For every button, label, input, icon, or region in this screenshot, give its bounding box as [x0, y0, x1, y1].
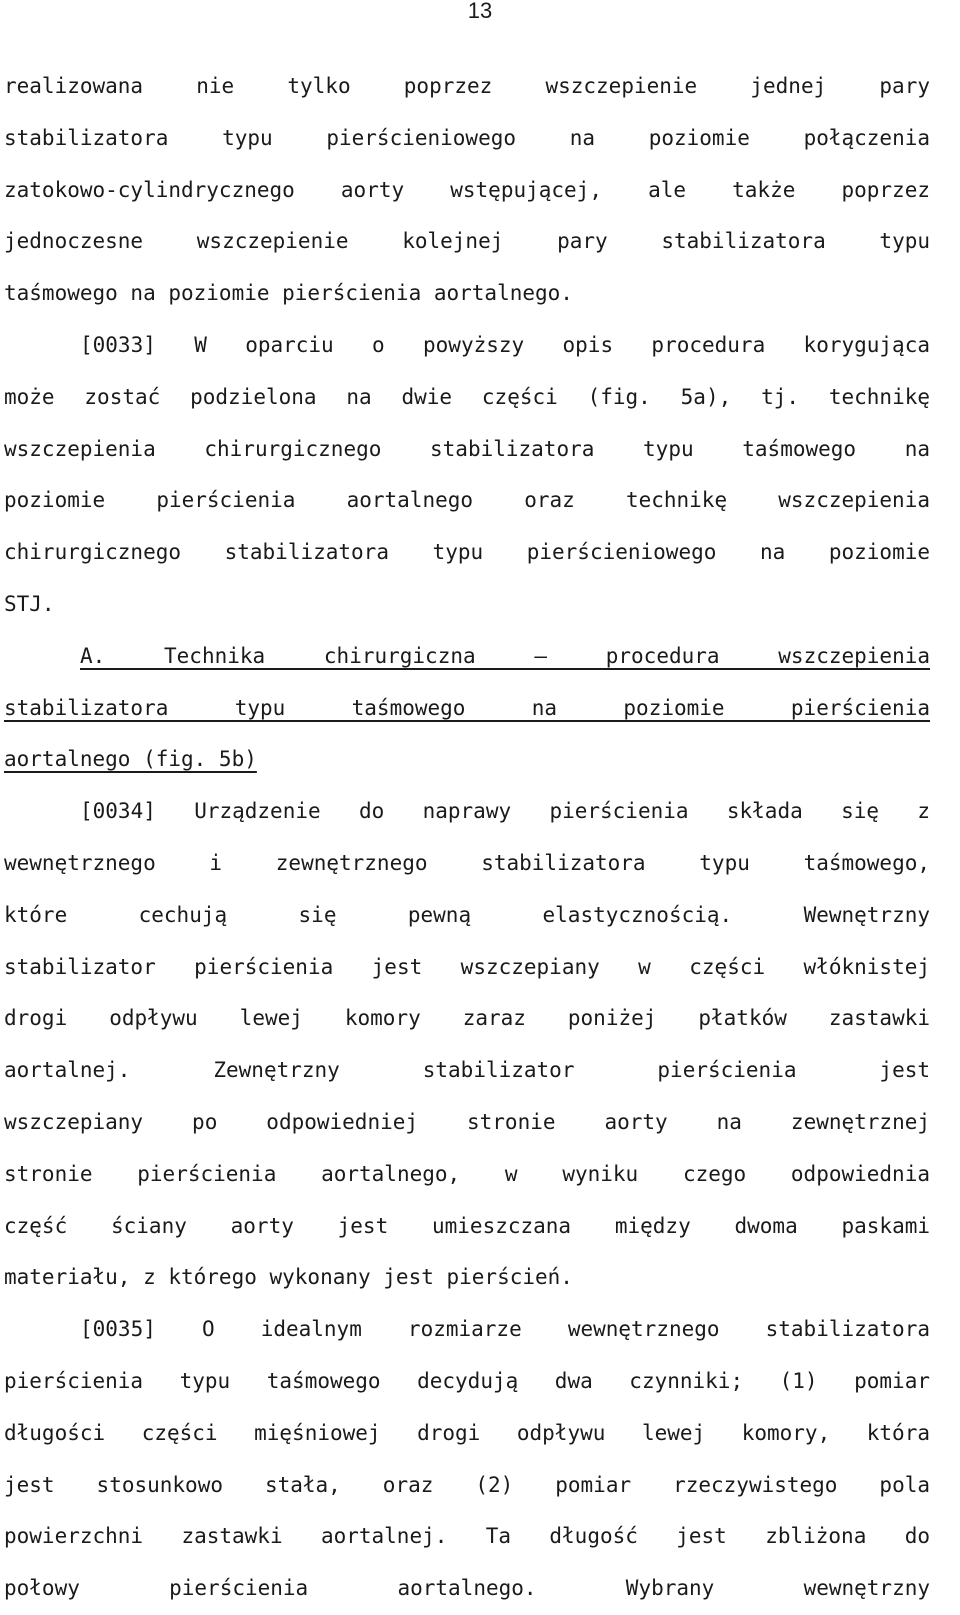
text-line-16: wewnętrznego i zewnętrznego stabilizatora typu taśmowego,	[4, 850, 930, 875]
text-line-26: pierścienia typu taśmowego decydują dwa czynniki; (1) pomiar	[4, 1368, 930, 1393]
paragraph-0033-start: [0033] W oparciu o powyższy opis procedura korygująca	[80, 332, 930, 357]
section-heading-a-line-1: A. Technika chirurgiczna – procedura wszczepienia	[80, 643, 930, 668]
text-line-7: może zostać podzielona na dwie części (fig. 5a), tj. technikę	[4, 384, 930, 409]
page-number: 13	[467, 0, 493, 23]
text-line-11: STJ.	[4, 591, 55, 616]
text-line-30: połowy pierścienia aortalnego. Wybrany wewnętrzny	[4, 1576, 930, 1601]
text-line-23: część ściany aorty jest umieszczana między dwoma paskami	[4, 1213, 930, 1238]
text-line-18: stabilizator pierścienia jest wszczepiany w części włóknistej	[4, 954, 930, 979]
section-heading-a-line-3: aortalnego (fig. 5b)	[4, 747, 257, 772]
text-line-28: jest stosunkowo stała, oraz (2) pomiar rzeczywistego pola	[4, 1472, 930, 1497]
text-line-5: taśmowego na poziomie pierścienia aortalnego.	[4, 281, 573, 306]
text-line-29: powierzchni zastawki aortalnej. Ta długość jest zbliżona do	[4, 1524, 930, 1549]
text-line-10: chirurgicznego stabilizatora typu pierścieniowego na poziomie	[4, 540, 930, 565]
text-line-19: drogi odpływu lewej komory zaraz poniżej płatków zastawki	[4, 1006, 930, 1031]
text-line-1: realizowana nie tylko poprzez wszczepienie jednej pary	[4, 74, 930, 98]
paragraph-0034-start: [0034] Urządzenie do naprawy pierścienia składa się z	[80, 799, 930, 824]
text-line-17: które cechują się pewną elastycznością. Wewnętrzny	[4, 902, 930, 927]
text-line-27: długości części mięśniowej drogi odpływu lewej komory, która	[4, 1420, 930, 1445]
text-line-22: stronie pierścienia aortalnego, w wyniku czego odpowiednia	[4, 1161, 930, 1186]
body-text	[4, 61, 930, 1615]
text-line-3: zatokowo-cylindrycznego aorty wstępującej, ale także poprzez	[4, 177, 930, 202]
text-line-4: jednoczesne wszczepienie kolejnej pary stabilizatora typu	[4, 229, 930, 254]
text-line-24: materiału, z którego wykonany jest pierścień.	[4, 1265, 573, 1290]
text-line-2: stabilizatora typu pierścieniowego na poziomie połączenia	[4, 125, 930, 150]
section-heading-a-line-2: stabilizatora typu taśmowego na poziomie pierścienia	[4, 695, 930, 720]
text-line-8: wszczepienia chirurgicznego stabilizatora typu taśmowego na	[4, 436, 930, 461]
text-line-9: poziomie pierścienia aortalnego oraz technikę wszczepienia	[4, 488, 930, 513]
paragraph-0035-start: [0035] O idealnym rozmiarze wewnętrznego stabilizatora	[80, 1317, 930, 1342]
text-line-21: wszczepiany po odpowiedniej stronie aorty na zewnętrznej	[4, 1109, 930, 1134]
text-line-20: aortalnej. Zewnętrzny stabilizator pierścienia jest	[4, 1058, 930, 1083]
